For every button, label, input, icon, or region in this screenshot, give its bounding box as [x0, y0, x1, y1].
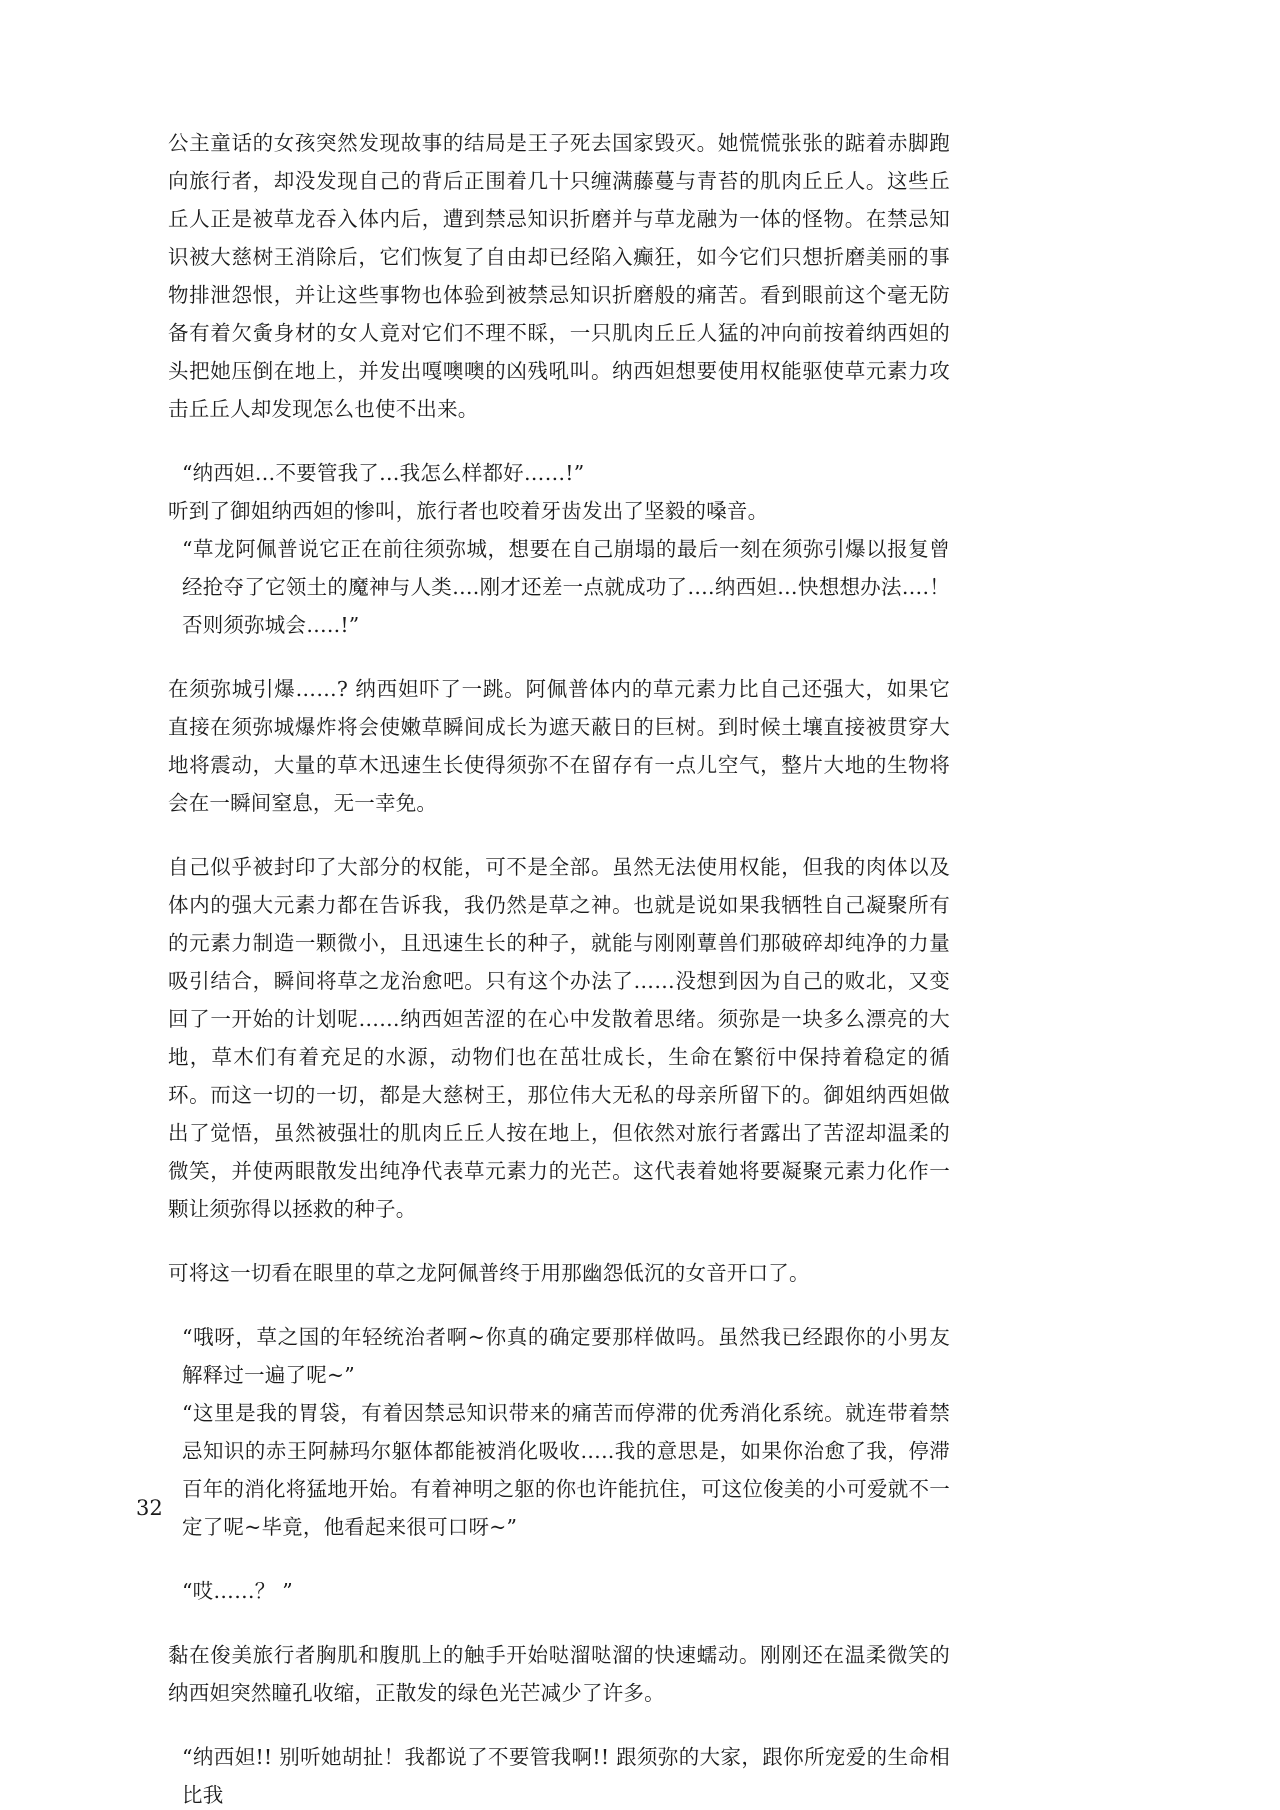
paragraph: 黏在俊美旅行者胸肌和腹肌上的触手开始哒溜哒溜的快速蠕动。刚刚还在温柔微笑的纳西妲突然瞳孔收缩，正散发的绿色光芒减少了许多。 [168, 1643, 950, 1705]
paragraph: 听到了御姐纳西妲的惨叫，旅行者也咬着牙齿发出了坚毅的嗓音。 [168, 499, 769, 523]
paragraph-quote: “这里是我的胃袋，有着因禁忌知识带来的痛苦而停滞的优秀消化系统。就连带着禁忌知识的赤王阿赫玛尔躯体都能被消化吸收…..我的意思是，如果你治愈了我，停滞百年的消化将猛地开始。有着神明之躯的你也许能抗住，可这位俊美的小可爱就不一定了呢~毕竟，他看起来很可口呀~” [182, 1401, 950, 1539]
page-number: 32 [136, 1496, 163, 1520]
paragraph: 公主童话的女孩突然发现故事的结局是王子死去国家毁灭。她慌慌张张的踮着赤脚跑向旅行者，却没发现自己的背后正围着几十只缠满藤蔓与青苔的肌肉丘丘人。这些丘丘人正是被草龙吞入体内后，遭到禁忌知识折磨并与草龙融为一体的怪物。在禁忌知识被大慈树王消除后，它们恢复了自由却已经陷入癫狂，如今它们只想折磨美丽的事物排泄怨恨，并让这些事物也体验到被禁忌知识折磨般的痛苦。看到眼前这个毫无防备有着欠夤身材的女人竟对它们不理不睬，一只肌肉丘丘人猛的冲向前按着纳西妲的头把她压倒在地上，并发出嘎噢噢的凶残吼叫。纳西妲想要使用权能驱使草元素力攻击丘丘人却发现怎么也使不出来。 [168, 131, 950, 421]
paragraph-quote: “纳西妲!! 别听她胡扯！我都说了不要管我啊!! 跟须弥的大家，跟你所宠爱的生命相比我 [182, 1745, 950, 1807]
paragraph-quote: “哎……？ ” [182, 1579, 293, 1603]
paragraph: 可将这一切看在眼里的草之龙阿佩普终于用那幽怨低沉的女音开口了。 [168, 1261, 810, 1285]
paragraph: 自己似乎被封印了大部分的权能，可不是全部。虽然无法使用权能，但我的肉体以及体内的强大元素力都在告诉我，我仍然是草之神。也就是说如果我牺牲自己凝聚所有的元素力制造一颗微小，且迅速生长的种子，就能与刚刚蕈兽们那破碎却纯净的力量吸引结合，瞬间将草之龙治愈吧。只有这个办法了……没想到因为自己的败北，又变回了一开始的计划呢……纳西妲苦涩的在心中发散着思绪。须弥是一块多么漂亮的大地，草木们有着充足的水源，动物们也在茁壮成长，生命在繁衍中保持着稳定的循环。而这一切的一切，都是大慈树王，那位伟大无私的母亲所留下的。御姐纳西妲做出了觉悟，虽然被强壮的肌肉丘丘人按在地上，但依然对旅行者露出了苦涩却温柔的微笑，并使两眼散发出纯净代表草元素力的光芒。这代表着她将要凝聚元素力化作一颗让须弥得以拯救的种子。 [168, 855, 950, 1221]
paragraph-quote: “哦呀，草之国的年轻统治者啊~你真的确定要那样做吗。虽然我已经跟你的小男友解释过一遍了呢~” [182, 1325, 950, 1387]
page-text-body [168, 124, 950, 1810]
paragraph-quote: “纳西妲…不要管我了…我怎么样都好……!” [182, 461, 585, 485]
paragraph: 在须弥城引爆……? 纳西妲吓了一跳。阿佩普体内的草元素力比自己还强大，如果它直接在须弥城爆炸将会使嫩草瞬间成长为遮天蔽日的巨树。到时候土壤直接被贯穿大地将震动，大量的草木迅速生长使得须弥不在留存有一点儿空气，整片大地的生物将会在一瞬间窒息，无一幸免。 [168, 677, 950, 815]
paragraph-quote: “草龙阿佩普说它正在前往须弥城，想要在自己崩塌的最后一刻在须弥引爆以报复曾经抢夺了它领土的魔神与人类….刚才还差一点就成功了….纳西妲…快想想办法….！否则须弥城会…..!” [182, 537, 950, 637]
